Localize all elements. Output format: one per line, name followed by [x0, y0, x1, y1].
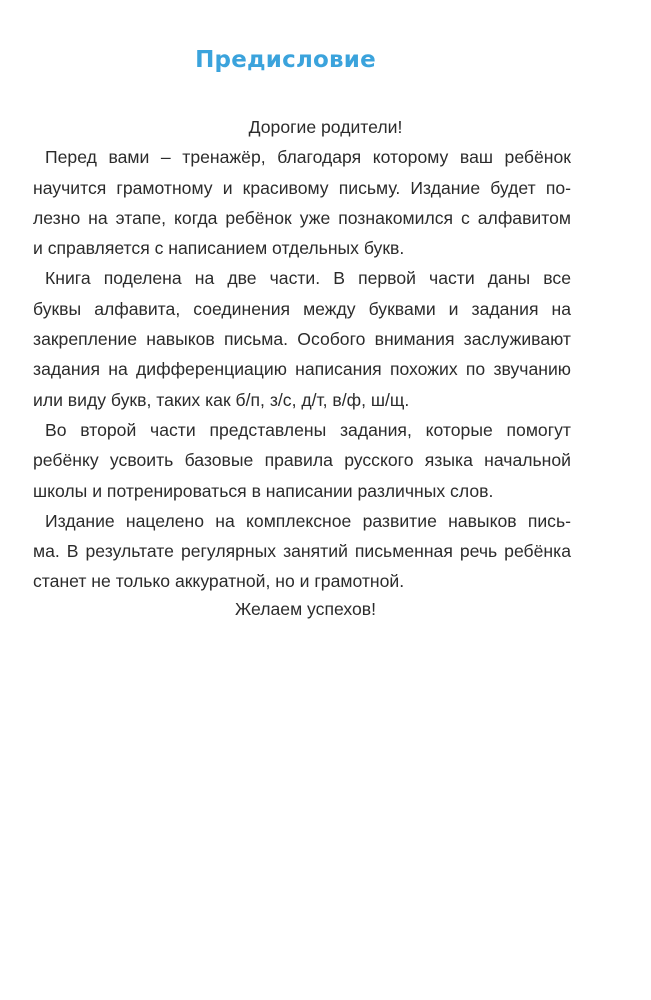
page-title: Предисловие: [195, 47, 376, 73]
paragraph-line: или виду букв, таких как б/п, з/с, д/т, в/ф, ш/щ.: [33, 389, 410, 410]
paragraph-line: станет не только аккуратной, но и грамотной.: [33, 571, 405, 592]
paragraph-line: ребёнку усвоить базовые правила русского языка начальной: [33, 450, 571, 471]
paragraph-line: Издание нацелено на комплексное развитие навыков пись-: [45, 510, 571, 531]
closing-wish: Желаем успехов!: [235, 599, 376, 619]
paragraph-4: [33, 506, 571, 597]
paragraph-line: задания на дифференциацию написания похожих по звучанию: [33, 359, 571, 380]
paragraph-line: Перед вами – тренажёр, благодаря которому ваш ребёнок: [45, 147, 571, 168]
paragraph-line: ма. В результате регулярных занятий письменная речь ребёнка: [33, 541, 571, 562]
greeting: Дорогие родители!: [248, 117, 403, 137]
paragraph-line: лезно на этапе, когда ребёнок уже познакомился с алфавитом: [33, 207, 571, 228]
paragraph-line: школы и потренироваться в написании различных слов.: [33, 480, 494, 501]
paragraph-line: и справляется с написанием отдельных букв.: [33, 238, 405, 259]
paragraph-2: [33, 263, 571, 414]
paragraph-line: Во второй части представлены задания, которые помогут: [45, 419, 571, 440]
paragraph-line: научится грамотному и красивому письму. Издание будет по-: [33, 177, 571, 198]
preface-body: [33, 112, 571, 597]
paragraph-line: закрепление навыков письма. Особого внимания заслуживают: [33, 329, 571, 350]
paragraph-3: [33, 415, 571, 506]
paragraph-line: Книга поделена на две части. В первой части даны все: [45, 268, 571, 289]
paragraph-1: [33, 142, 571, 263]
paragraph-line: буквы алфавита, соединения между буквами и задания на: [33, 298, 571, 319]
